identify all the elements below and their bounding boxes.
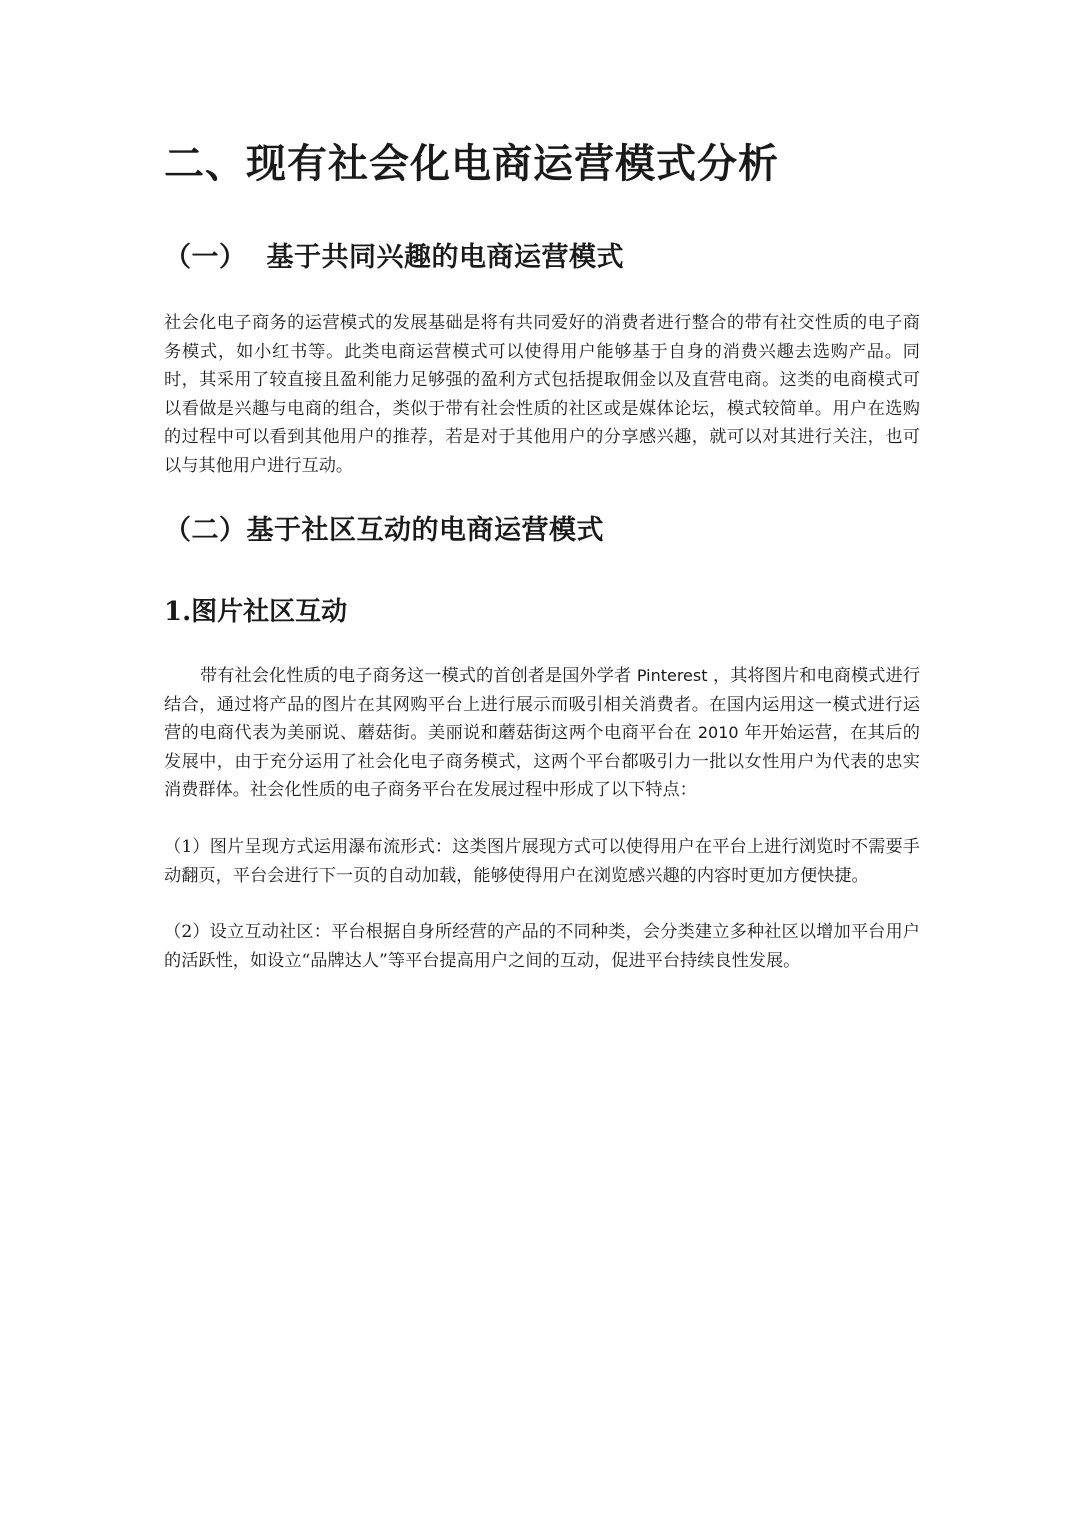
document-title: 二、现有社会化电商运营模式分析 (164, 140, 779, 187)
subsection-1-paragraph-latin1: Pinterest (636, 666, 708, 685)
section-1-paragraph: 社会化电子商务的运营模式的发展基础是将有共同爱好的消费者进行整合的带有社交性质的电子商务模式，如小红书等。此类电商运营模式可以使得用户能够基于自身的消费兴趣去选购产品。同时，其采用了较直接且盈利能力足够强的盈利方式包括提取佣金以及直营电商。这类的电商模式可以看做是兴趣与电商的组合，类似于带有社会性质的社区或是媒体论坛，模式较简单。用户在选购的过程中可以看到其他用户的推荐，若是对于其他用户的分享感兴趣，就可以对其进行关注，也可以与其他用户进行互动。 (164, 313, 920, 476)
section-2-heading: （二）基于社区互动的电商运营模式 (164, 515, 604, 546)
subsection-1-paragraph-part3: 年开始运营，在其后的发展中，由于充分运用了社会化电子商务模式，这两个平台都吸引力一批以女性用户为代表的忠实消费群体。社会化性质的电子商务平台在发展过程中形成了以下特点： (164, 723, 920, 801)
section-1-heading (164, 240, 624, 276)
list-item: （2）设立互动社区：平台根据自身所经营的产品的不同种类，会分类建立多种社区以增加平台用户的活跃性，如设立“品牌达人”等平台提高用户之间的互动，促进平台持续良性发展。 (164, 922, 920, 971)
subsection-1-paragraph-part2: ，其将图片和电商模式进行结合，通过将产品的图片在其网购平台上进行展示而吸引相关消费者。在国内运用这一模式进行运营的电商代表为美丽说、蘑菇街。美丽说和蘑菇街这两个电商平台在 (164, 666, 921, 744)
subsection-1-heading: 1.图片社区互动 (164, 597, 348, 627)
list-item: （1）图片呈现方式运用瀑布流形式：这类图片展现方式可以使得用户在平台上进行浏览时不需要手动翻页，平台会进行下一页的自动加载，能够使得用户在浏览感兴趣的内容时更加方便快捷。 (164, 837, 920, 886)
subsection-1-paragraph (164, 662, 920, 805)
section-1-heading-text: 基于共同兴趣的电商运营模式 (266, 242, 624, 273)
subsection-1-paragraph-latin2: 2010 (697, 723, 739, 743)
section-1-number: （一） (164, 242, 247, 273)
subsection-1-paragraph-part1: 带有社会化性质的电子商务这一模式的首创者是国外学者 (200, 666, 637, 686)
